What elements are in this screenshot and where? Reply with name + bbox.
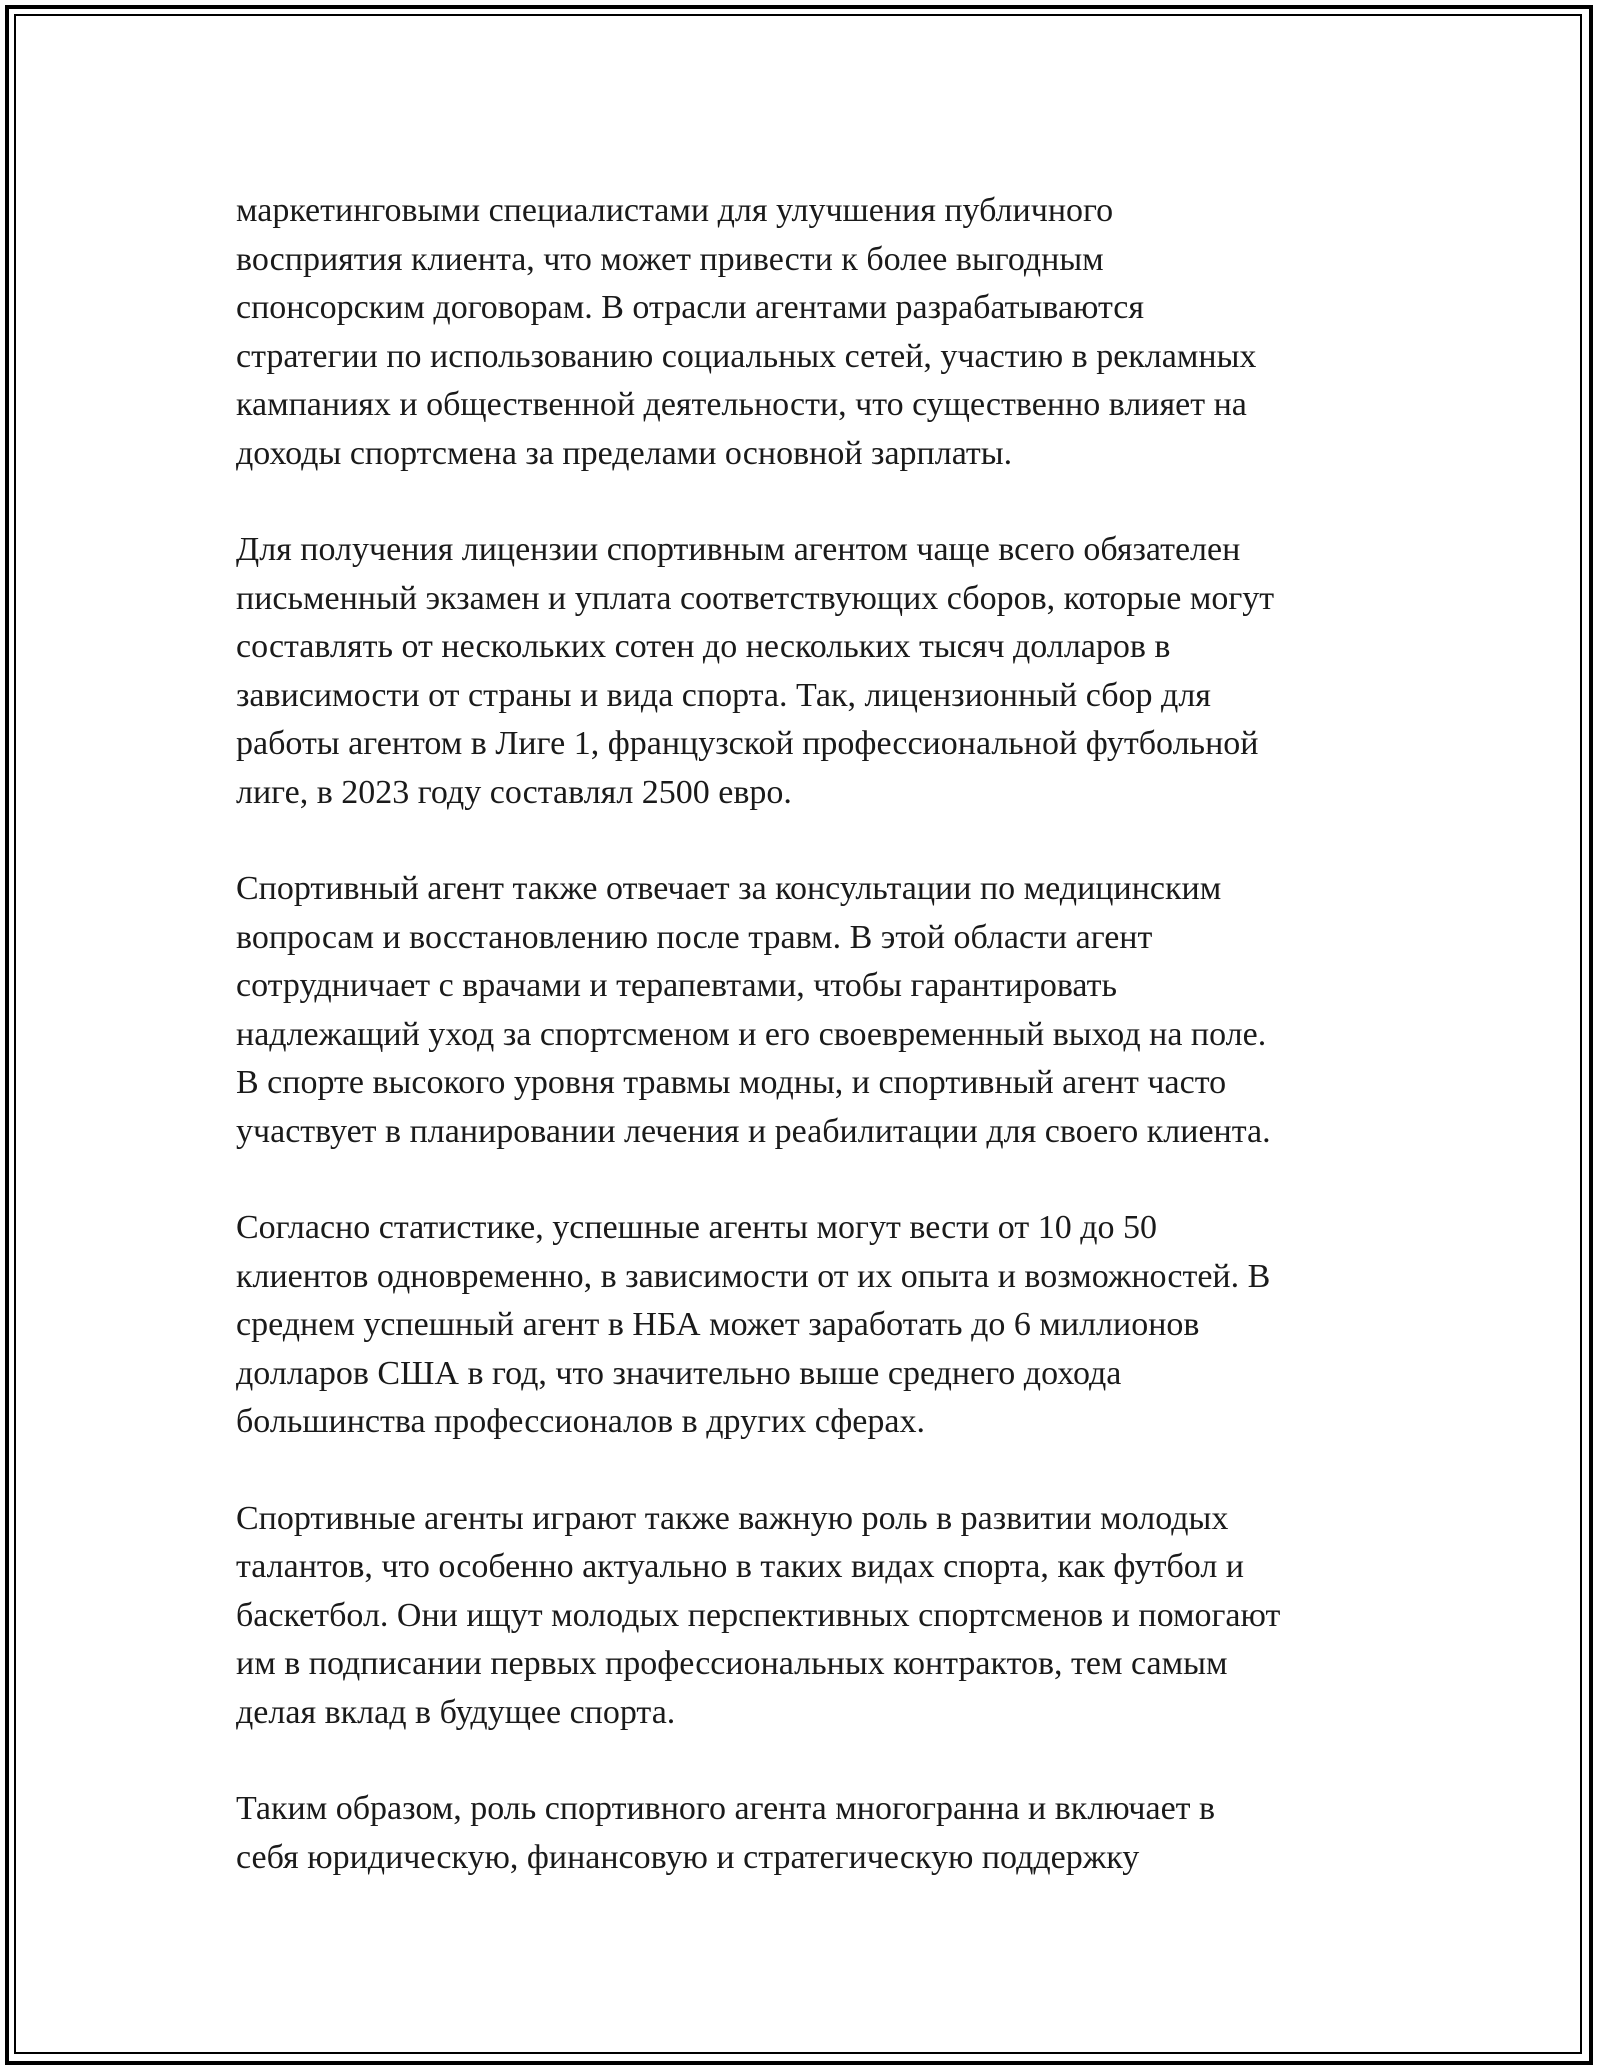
text-line: спонсорским договорам. В отрасли агентами разрабатываются	[236, 289, 1144, 326]
text-line: сотрудничает с врачами и терапевтами, чтобы гарантировать	[236, 967, 1117, 1004]
text-line: долларов США в год, что значительно выше среднего дохода	[236, 1354, 1122, 1392]
paragraph-license	[236, 526, 1376, 817]
text-line: Согласно статистике, успешные агенты могут вести от 10 до 50	[236, 1209, 1158, 1246]
text-line: клиентов одновременно, в зависимости от их опыта и возможностей. В	[236, 1257, 1271, 1295]
paragraph-medical	[236, 865, 1376, 1156]
text-line: В спорте высокого уровня травмы модны, и спортивный агент часто	[236, 1064, 1227, 1101]
text-line: среднем успешный агент в НБА может заработать до 6 миллионов	[236, 1306, 1200, 1343]
paragraph-marketing	[236, 187, 1376, 478]
text-line: кампаниях и общественной деятельности, что существенно влияет на	[236, 386, 1247, 423]
text-line: стратегии по использованию социальных сетей, участию в рекламных	[236, 337, 1257, 375]
text-line: Для получения лицензии спортивным агентом чаще всего обязателен	[236, 531, 1241, 568]
paragraph-conclusion	[236, 1785, 1376, 1882]
text-line: Таким образом, роль спортивного агента многогранна и включает в	[236, 1790, 1216, 1827]
text-line: лиге, в 2023 году составлял 2500 евро.	[236, 773, 792, 811]
text-line: талантов, что особенно актуально в таких видах спорта, как футбол и	[236, 1548, 1244, 1585]
text-line: участвует в планировании лечения и реабилитации для своего клиента.	[236, 1112, 1271, 1150]
text-line: себя юридическую, финансовую и стратегическую поддержку	[236, 1838, 1140, 1876]
text-line: маркетинговыми специалистами для улучшения публичного	[236, 192, 1114, 229]
text-line: работы агентом в Лиге 1, французской профессиональной футбольной	[236, 725, 1259, 762]
text-line: Спортивный агент также отвечает за консультации по медицинским	[236, 870, 1222, 907]
text-line: большинства профессионалов в других сферах.	[236, 1403, 925, 1440]
text-line: составлять от нескольких сотен до нескольких тысяч долларов в	[236, 628, 1171, 665]
text-line: Спортивные агенты играют также важную роль в развитии молодых	[236, 1499, 1229, 1537]
text-line: восприятия клиента, что может привести к более выгодным	[236, 240, 1104, 278]
text-line: делая вклад в будущее спорта.	[236, 1693, 676, 1731]
text-line: им в подписании первых профессиональных контрактов, тем самым	[236, 1645, 1228, 1682]
text-line: баскетбол. Они ищут молодых перспективных спортсменов и помогают	[236, 1596, 1281, 1634]
text-line: вопросам и восстановлению после травм. В этой области агент	[236, 918, 1153, 956]
text-line: надлежащий уход за спортсменом и его своевременный выход на поле.	[236, 1015, 1267, 1053]
document-body	[236, 187, 1376, 1882]
paragraph-statistics	[236, 1204, 1376, 1447]
text-line: письменный экзамен и уплата соответствующих сборов, которые могут	[236, 579, 1275, 617]
paragraph-young-talents	[236, 1495, 1376, 1738]
text-line: зависимости от страны и вида спорта. Так, лицензионный сбор для	[236, 676, 1211, 714]
text-line: доходы спортсмена за пределами основной зарплаты.	[236, 434, 1013, 472]
